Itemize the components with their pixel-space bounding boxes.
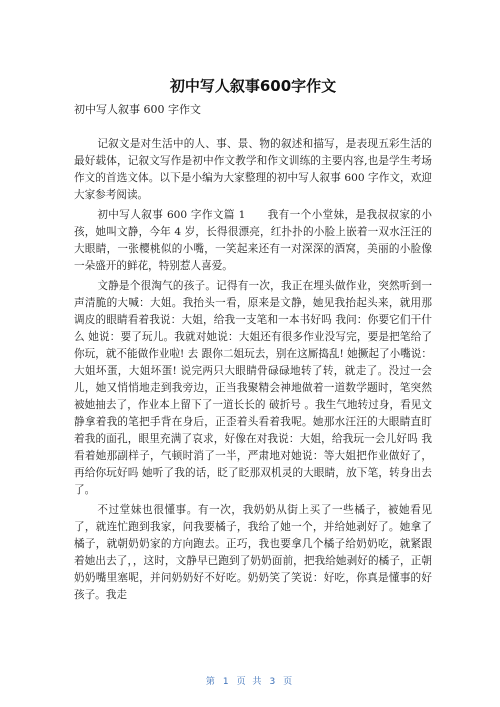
paragraph-naughty-story: 文静是个很淘气的孩子。记得有一次，我正在埋头做作业，突然听到一声清脆的大喊：大姐。我抬头一看，原来是文静，她见我抬起头来，就用那调皮的眼睛看着我说：大姐，给我一支笔和一本书好吗 我问：你要它们干什么 她说：要了玩儿。我就对她说：大姐还有很多作业没写完，要是把笔给了你玩，就不能做作业啦! 去 跟你二姐玩去，别在这厮捣乱! 她撅起了小嘴说：大姐坏蛋，大姐坏蛋! 说完两只大眼睛骨碌碌地转了转，就走了。没过一会儿，她又悄悄地走到我旁边，正当我聚精会神地做着一道数学题时，笔突然被她抽去了，作业本上留下了一道长长的 破折号 。我生气地转过身，看见文静拿着我的笔把手背在身后，正歪着头看着我呢。她那水汪汪的大眼睛直盯着我的面孔，眼里充满了哀求，好像在对我说：大姐，给我玩一会儿好吗 我看着她那副样子，气顿时消了一半，严肃地对她说：等大姐把作业做好了，再给你玩好吗 她听了我的话，眨了眨那双机灵的大眼睛，放下笔，转身出去了。 <box>74 280 432 496</box>
page-footer <box>0 674 500 687</box>
document-subtitle: 初中写人叙事 600 字作文 <box>74 103 201 116</box>
paragraph-essay-opening: 初中写人叙事 600 字作文篇 1 我有一个小堂妹，是我叔叔家的小孩，她叫文静，今年 4 岁，长得很漂亮，红扑扑的小脸上嵌着一双水汪汪的大眼睛，一张樱桃似的小嘴，一笑起来还有一对深深的酒窝，美丽的小脸像一朵盛开的鲜花，特别惹人喜爱。 <box>74 209 432 272</box>
paragraph-sensible-story: 不过堂妹也很懂事。有一次，我奶奶从街上买了一些橘子，被她看见了，就连忙跑到我家，问我要橘子，我给了她一个，并给她剥好了。她拿了橘子，就朝奶奶家的方向跑去。正巧，我也要拿几个橘子给奶奶吃，就紧跟着她出去了，，这时，文静早已跑到了奶奶面前，把我给她剥好的橘子，正朝奶奶嘴里塞呢，并问奶奶好不好吃。奶奶笑了笑说：好吃，你真是懂事的好孩子。我走 <box>74 504 432 601</box>
footer-total-pages: 3 <box>269 677 278 687</box>
footer-suffix: 页 <box>283 677 295 687</box>
document-title: 初中写人叙事600字作文 <box>169 77 337 95</box>
paragraph-intro: 记叙文是对生活中的人、事、景、物的叙述和描写，是表现五彩生活的最好载体，记叙文写作是初中作文教学和作文训练的主要内容,也是学生考场作文的首选文体。以下是小编为大家整理的初中写人叙事 600 字作文，欢迎大家参考阅读。 <box>74 138 432 201</box>
document-body <box>74 136 432 604</box>
footer-prefix: 第 <box>205 677 217 687</box>
footer-middle: 页 共 <box>236 677 264 687</box>
footer-page-number: 1 <box>222 677 231 687</box>
